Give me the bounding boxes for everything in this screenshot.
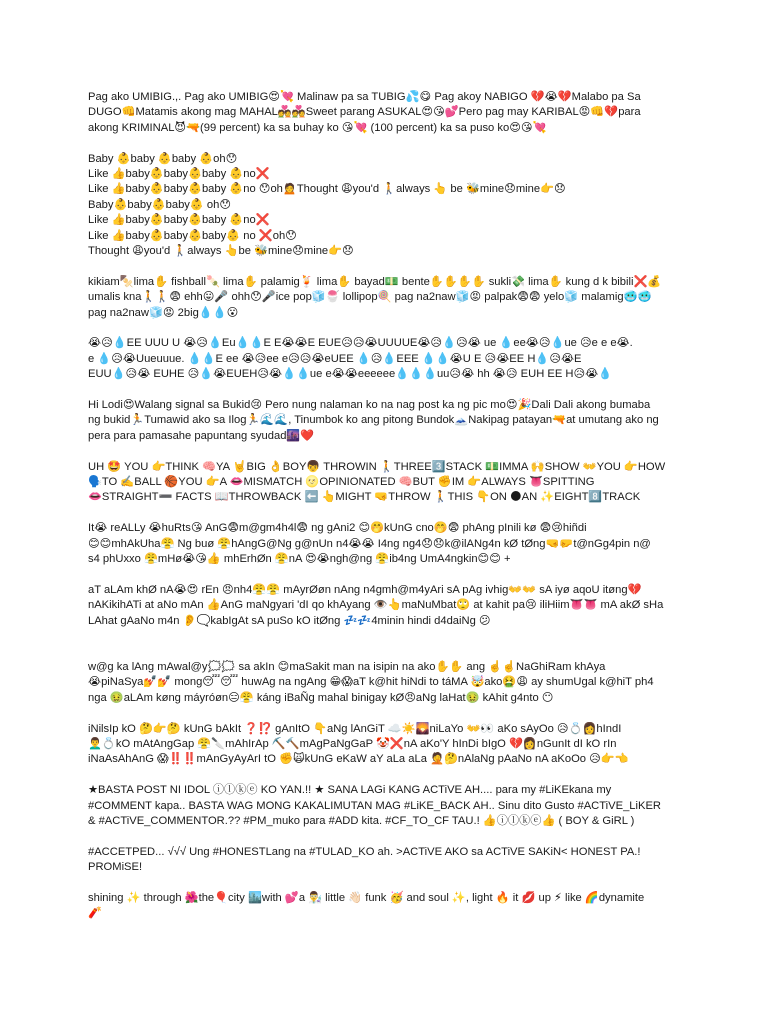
paragraph (88, 275, 673, 321)
text-line: iNilsIp kO 🤔👉🤔 kUnG bAkIt ❓⁉️ gAnItO 👇aNg lAnGiT ☁️☀️🌄niLaYo 👐👀 aKo sAyOo 😥💍👩hIndI (88, 722, 622, 735)
text-line: shining ✨ through 🌺the🎈city 🏙️with 💕a 👨‍🔬 little 👋🏻 funk 🥳 and soul ✨, light 🔥 it 💋 up ⚡ like 🌈dynamite (88, 891, 645, 904)
text-line: aT aLAm khØ nA😭😍 rEn 😠nh4😤😤 mAyrØøn nAng n4gmh@m4yAri sA pAg ivhig👐👐 sA iyø aqoU itøng💔 (88, 583, 642, 596)
text-line: umalis kna🚶🚶😨 ehh😛🎤 ohh😯🎤ice pop🧊🍧 lollipop🍭 pag na2naw🧊😡 palpak😨😨 yelo🧊 malamig🥶🥶 (88, 291, 652, 304)
text-line: #COMMENT kapa.. BASTA WAG MONG KAKALIMUTAN MAG #LiKE_BACK AH.. Sinu dito Gusto #ACTiVE_LiKER (88, 799, 662, 812)
paragraph (88, 336, 673, 382)
paragraph (88, 90, 673, 136)
text-line: UH 🤩 YOU 👉THINK 🧠YA 🤘BIG 👌BOY👦 THROWIN 🚶THREE3️⃣STACK 💵IMMA 🙌SHOW 👐YOU 👉HOW (88, 460, 666, 473)
text-line: #ACCETPED... √√√ Ung #HONESTLang na #TULAD_KO ah. >ACTiVE AKO sa ACTiVE SAKiN< HONEST PA.! (88, 845, 641, 858)
text-line (88, 645, 673, 660)
text-line: iNaAsAhAnG 😱‼️‼️mAnGyAyArI tO ✊🙀kUnG eKaW aY aLa aLa 🤦🤔nAlaNg pAaNo nA aKoOo 😥👉👈 (88, 753, 629, 766)
text-line: e 💧😥😭Uueuuue. 💧💧E ee 😭😥ee e😥😥😭eUEE 💧😥💧EEE 💧💧😭U E 😥😭EE H💧😥😭E (88, 352, 582, 365)
text-line: Like 👍baby👶baby👶baby👶 no ❌oh😯 (88, 229, 297, 242)
text-line: 😊😊mhAkUha😤 Ng buø 😤hAngG@Ng g@nUn n4😭😭 I4ng ng4😞😞k@ilANg4n kØ tØng🤜🤛t@nGg4pin n@ (88, 537, 651, 550)
text-line: Baby 👶baby 👶baby 👶oh😯 (88, 152, 238, 165)
text-line: 🧨 (88, 907, 102, 920)
text-line: pag na2naw🧊😡 2big💧💧😮 (88, 306, 239, 319)
paragraph (88, 521, 673, 567)
text-line: 🗣️TO ✍️BALL 🏀YOU 👉A 👄MISMATCH 🌝OPINIONATED 🧠BUT ✊IM 👉ALWAYS 👅SPITTING (88, 476, 595, 489)
text-line: It😭 reALLy 😭huRts😘 AnG😨m@gm4h4l😨 ng gAni2 😊🤭kUnG cno🤭😨 phAng pInili kø 😨😢hiñdi (88, 522, 587, 535)
text-line: 👨‍🦱💍kO mAtAngGap 😤🔪mAhIrAp ⛏️🔨mAgPaNgGaP 🤡❌nA aKo'Y hInDi bIgO 💔👩nGunIt dI kO rIn (88, 737, 617, 750)
paragraph (88, 398, 673, 444)
paragraph (88, 891, 673, 922)
text-line: DUGO👊Matamis akong mag MAHAL💑💑Sweet parang ASUKAL😍😘💕Pero pag may KARIBAL😡👊💔para (88, 106, 641, 119)
text-line: s4 phUxxo 😤mHø😭😘👍 mhErhØn 😤nA 😍😭ngh@ng 😤ib4ng UmA4ngkin😊😊 + (88, 553, 511, 566)
text-line: ng bukid🏃Tumawid ako sa Ilog🏃🌊🌊, Tinumbok ko ang pitong Bundok🗻Nakipag patayan🔫at umutang ako ng (88, 414, 659, 427)
text-line: Like 👍baby👶baby👶baby 👶no❌ (88, 214, 270, 227)
text-line: Like 👍baby👶baby👶baby 👶no 😯oh🙍Thought 😩you'd 🚶always 👆 be 🐝mine😞mine👉😞 (88, 183, 566, 196)
text-line: 😭piNaSya💅💅 mong😴😴 huwAg na ngAng 😁😱aT k@hit hiNdi to táMA 🤯ako🤮😩 ay shumUgal k@hiT ph4 (88, 676, 654, 689)
text-line: kikiam🍢lima✋ fishball🍡 lima✋ palamig🍹 lima✋ bayad💵 bente✋✋✋✋ sukli💸 lima✋ kung d k bibili❌💰 (88, 275, 662, 288)
text-line: nga 🤢aLAm køng máyróøn😑😤 káng iBaÑg mahal binigay kØ😠aNg laHat🤢 kAhit g4nto 😶 (88, 691, 554, 704)
text-line: akong KRIMINAL😈🔫(99 percent) ka sa buhay ko 😘💘 (100 percent) ka sa puso ko😍😘💘 (88, 121, 547, 134)
text-line: Baby👶baby👶baby👶 oh😯 (88, 198, 232, 211)
document-body (88, 90, 673, 937)
text-line: 👄STRAIGHT➖ FACTS 📖THROWBACK ⬅️ 👆MIGHT 🤜THROW 🚶THIS 👇ON 🌑AN ✨EIGHT8️⃣TRACK (88, 491, 641, 504)
paragraph (88, 645, 673, 707)
text-line: nAKikihATi at aNo mAn 👍AnG maNgyari 'dI qo khAyang 👁️👆maNuMbat🙄 at kahit pa😢 iliHiim👅👅 mA akØ sHa (88, 599, 664, 612)
text-line: Pag ako UMIBIG.,. Pag ako UMIBIG😍💘 Malinaw pa sa TUBIG💦😋 Pag akoy NABIGO 💔😭💔Malabo pa Sa (88, 91, 641, 103)
paragraph (88, 583, 673, 629)
text-line: 😭😥💧EE UUU U 😭😥💧Eu💧💧E E😭😭E EUE😥😥😭UUUUE😭😥💧😥😭 ue 💧ee😭😥💧ue 😥e e e😭. (88, 337, 633, 350)
text-line: LAhat gAaNo m4n 👂🗨️kabIgAt sA puSo kO itØng 💤💤4minin hindi d4daiNg 😕 (88, 614, 491, 627)
paragraph (88, 460, 673, 506)
paragraph (88, 722, 673, 768)
text-line: PROMiSE! (88, 861, 143, 874)
paragraph (88, 152, 673, 260)
text-line: Hi Lodi😍Walang signal sa Bukid😢 Pero nung nalaman ko na nag post ka ng pic mo😍🎉Dali Dali akong bumaba (88, 399, 651, 412)
text-line: Like 👍baby👶baby👶baby 👶no❌ (88, 168, 270, 181)
text-line: pera para pamasahe papuntang syudad🌆❤️ (88, 429, 315, 442)
paragraph (88, 783, 673, 829)
paragraph (88, 845, 673, 876)
text-line: w@g ka lAng mAwal@y🗯️🗯️ sa akIn 😊maSakit man na isipin na ako✋✋ ang ☝️☝️NaGhiRam khAya (88, 660, 606, 673)
text-line: ★BASTA POST NI IDOL ⓘⓛⓚⓔ KO YAN.!! ★ SANA LAGi KANG ACTiVE AH.... para my #LiKEkana my (88, 784, 612, 797)
text-line: EUU💧😥😭 EUHE 😥💧😭EUEH😥😭💧💧ue e😭😭eeeeee💧💧💧uu😥😭 hh 😭😥 EUH EE H😥😭💧 (88, 368, 613, 381)
text-line: Thought 😩you'd 🚶always 👆be 🐝mine😞mine👉😞 (88, 245, 354, 258)
text-line: & #ACTiVE_COMMENTOR.?? #PM_muko para #ADD kita. #CF_TO_CF TAU.! 👍ⓘⓛⓚⓔ👍 ( BOY & GiRL ) (88, 814, 635, 827)
